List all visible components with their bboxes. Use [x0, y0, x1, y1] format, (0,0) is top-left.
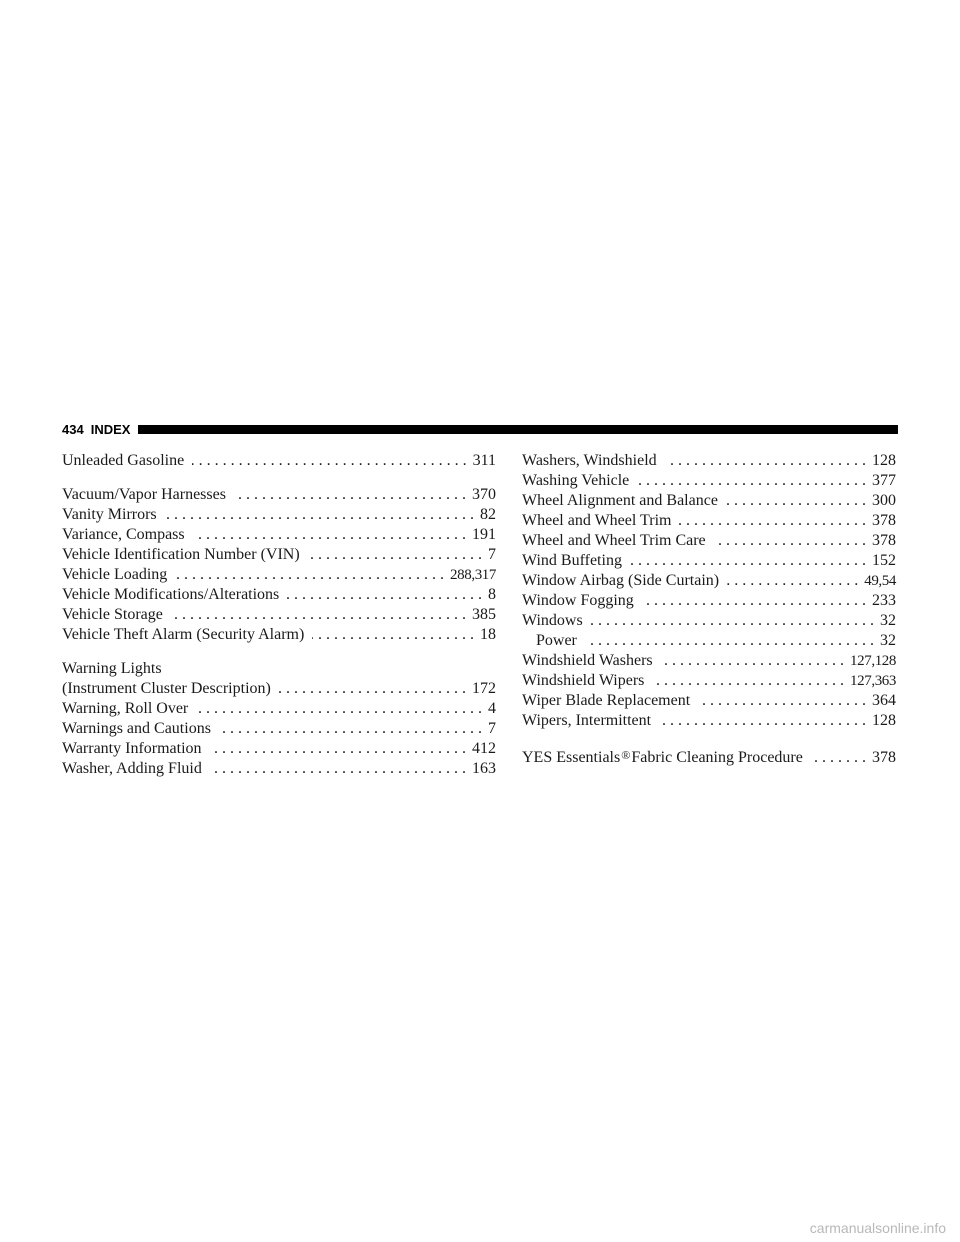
index-entry [522, 531, 896, 551]
index-entry-page: 128 [872, 452, 896, 469]
index-entry-page: 385 [472, 606, 496, 623]
dot-leader [175, 565, 444, 585]
dot-leader [811, 748, 866, 768]
index-entry [522, 551, 896, 571]
index-entry-label [62, 739, 202, 759]
section-title: INDEX [90, 421, 131, 437]
dot-leader [196, 699, 482, 719]
index-entry-label [522, 511, 671, 531]
index-entry-term: Warranty Information [62, 740, 202, 757]
index-column-left [62, 451, 496, 779]
index-entry-label [62, 451, 184, 471]
dot-leader [637, 471, 866, 491]
index-entry-label [62, 485, 226, 505]
index-entry [62, 759, 496, 779]
page-number: 434 [62, 421, 84, 437]
index-entry-term: Wheel and Wheel Trim Care [522, 532, 706, 549]
index-entry-label [62, 625, 304, 645]
index-entry-page: 191 [472, 526, 496, 543]
index-entry-label [522, 671, 644, 691]
index-entry-label [62, 605, 163, 625]
dot-leader [659, 711, 866, 731]
dot-leader [210, 739, 466, 759]
dot-leader [192, 451, 466, 471]
dot-leader [210, 759, 466, 779]
index-entry-term: Wiper Blade Replacement [522, 692, 691, 709]
index-entry-term: Vehicle Identification Number (VIN) [62, 546, 300, 563]
dot-leader [308, 545, 482, 565]
index-entry [62, 605, 496, 625]
index-entry [62, 525, 496, 545]
index-entry [522, 491, 896, 511]
index-entry [522, 711, 896, 731]
dot-leader [287, 585, 482, 605]
header-rule [138, 425, 898, 434]
index-entry-label [62, 679, 271, 699]
index-entry-page: 311 [472, 452, 496, 469]
dot-leader [727, 571, 858, 591]
index-entry-page: 8 [488, 586, 496, 603]
index-entry-term: Wipers, Intermittent [522, 712, 652, 729]
index-entry [62, 485, 496, 505]
dot-leader [171, 605, 466, 625]
index-entry-label [522, 611, 583, 631]
dot-leader [698, 691, 866, 711]
dot-leader [726, 491, 866, 511]
index-entry-page: 128 [872, 712, 896, 729]
index-entry-term: Windows [522, 612, 583, 629]
index-entry-page: 378 [872, 512, 896, 529]
index-entry-label [522, 551, 622, 571]
index-entry-label [62, 545, 300, 565]
index-entry-page: 377 [872, 472, 896, 489]
index-entry-term: Vehicle Storage [62, 606, 163, 623]
index-entry-page: 288,317 [450, 567, 496, 583]
index-entry-label [522, 711, 651, 731]
dot-leader [219, 719, 482, 739]
dot-leader [630, 551, 866, 571]
dot-leader [642, 591, 866, 611]
index-entry-label [522, 745, 803, 768]
index-entry-page: 378 [872, 532, 896, 549]
index-entry [522, 651, 896, 671]
index-entry-label [62, 719, 211, 739]
dot-leader [312, 625, 474, 645]
index-entry-label [522, 571, 719, 591]
index-entry-term: Wind Buffeting [522, 552, 622, 569]
index-entry-term: Vanity Mirrors [62, 506, 157, 523]
index-entry-label [62, 505, 157, 525]
index-entry-label [62, 565, 167, 585]
index-entry [522, 571, 896, 591]
index-entry-page: 7 [488, 720, 496, 737]
index-entry-page: 233 [872, 592, 896, 609]
index-entry-term: Warning, Roll Over [62, 700, 189, 717]
index-entry-page: 163 [472, 760, 496, 777]
index-entry-page: 412 [472, 740, 496, 757]
index-entry-label [522, 631, 577, 651]
index-entry-page: 32 [880, 632, 896, 649]
index-entry-term: Vehicle Modifications/Alterations [62, 586, 280, 603]
index-entry-term: Washing Vehicle [522, 472, 630, 489]
index-entry [62, 679, 496, 699]
registered-mark: ® [621, 748, 631, 762]
index-entry-term: (Instrument Cluster Description) [62, 680, 271, 697]
dot-leader [193, 525, 466, 545]
index-entry-term: Windshield Washers [522, 652, 653, 669]
index-entry-term: Power [536, 632, 577, 649]
index-entry-term: YES Essentials [522, 749, 621, 766]
index-entry-term: Variance, Compass [62, 526, 185, 543]
dot-leader [665, 451, 866, 471]
index-entry [522, 451, 896, 471]
index-entry-page: 152 [872, 552, 896, 569]
index-entry-term: Vehicle Theft Alarm (Security Alarm) [62, 626, 305, 643]
index-entry-term: Window Fogging [522, 592, 634, 609]
index-entry-label [62, 699, 188, 719]
index-column-right [522, 451, 896, 765]
index-entry-term: Wheel Alignment and Balance [522, 492, 718, 509]
dot-leader [661, 651, 844, 671]
index-entry [522, 591, 896, 611]
index-entry [522, 631, 896, 651]
dot-leader [279, 679, 466, 699]
index-entry-term: Wheel and Wheel Trim [522, 512, 672, 529]
index-entry-page: 82 [480, 506, 496, 523]
index-entry-page: 127,363 [850, 673, 896, 689]
index-entry [522, 471, 896, 491]
index-entry-page: 364 [872, 692, 896, 709]
index-entry [62, 659, 496, 679]
dot-leader [714, 531, 866, 551]
index-entry-label [522, 471, 629, 491]
index-entry-page: 370 [472, 486, 496, 503]
index-entry-page: 300 [872, 492, 896, 509]
index-entry-label [522, 491, 718, 511]
index-entry-term: Windshield Wipers [522, 672, 645, 689]
page-header [62, 418, 898, 440]
index-entry [522, 511, 896, 531]
dot-leader [679, 511, 866, 531]
dot-leader [234, 485, 466, 505]
index-entry-page: 49,54 [864, 573, 896, 589]
index-entry-term: Unleaded Gasoline [62, 452, 185, 469]
index-entry-label [522, 651, 653, 671]
index-entry [62, 625, 496, 645]
index-entry-page: 32 [880, 612, 896, 629]
index-entry [522, 745, 896, 765]
dot-leader [585, 631, 874, 651]
index-entry-page: 172 [472, 680, 496, 697]
dot-leader [591, 611, 874, 631]
index-entry [62, 739, 496, 759]
index-entry-term: Warning Lights [62, 660, 162, 677]
index-entry-label [62, 585, 279, 605]
index-entry-page: 7 [488, 546, 496, 563]
index-entry [522, 691, 896, 711]
index-entry-term: Washers, Windshield [522, 452, 657, 469]
index-entry-label [522, 591, 634, 611]
index-entry-page: 4 [488, 700, 496, 717]
index-entry-term: Vehicle Loading [62, 566, 168, 583]
index-entry-page: 378 [872, 749, 896, 766]
index-entry-label [522, 531, 706, 551]
index-entry [62, 505, 496, 525]
index-entry [62, 699, 496, 719]
index-entry [522, 611, 896, 631]
index-entry-label [522, 451, 657, 471]
index-entry [62, 585, 496, 605]
watermark-text: carmanualsonline.info [809, 1220, 946, 1236]
dot-leader [652, 671, 844, 691]
index-entry [62, 451, 496, 471]
index-entry-page: 127,128 [850, 653, 896, 669]
index-entry-term-suffix: Fabric Cleaning Procedure [631, 749, 803, 766]
dot-leader [165, 505, 474, 525]
index-entry-label [62, 659, 496, 679]
index-entry-term: Washer, Adding Fluid [62, 760, 202, 777]
index-entry [62, 719, 496, 739]
index-entry-label [62, 759, 202, 779]
index-entry [62, 545, 496, 565]
index-entry-label [62, 525, 185, 545]
index-entry-page: 18 [480, 626, 496, 643]
index-entry [522, 671, 896, 691]
index-entry-term: Vacuum/Vapor Harnesses [62, 486, 226, 503]
index-entry-term: Window Airbag (Side Curtain) [522, 572, 720, 589]
index-entry-label [522, 691, 690, 711]
index-entry [62, 565, 496, 585]
index-entry-term: Warnings and Cautions [62, 720, 211, 737]
